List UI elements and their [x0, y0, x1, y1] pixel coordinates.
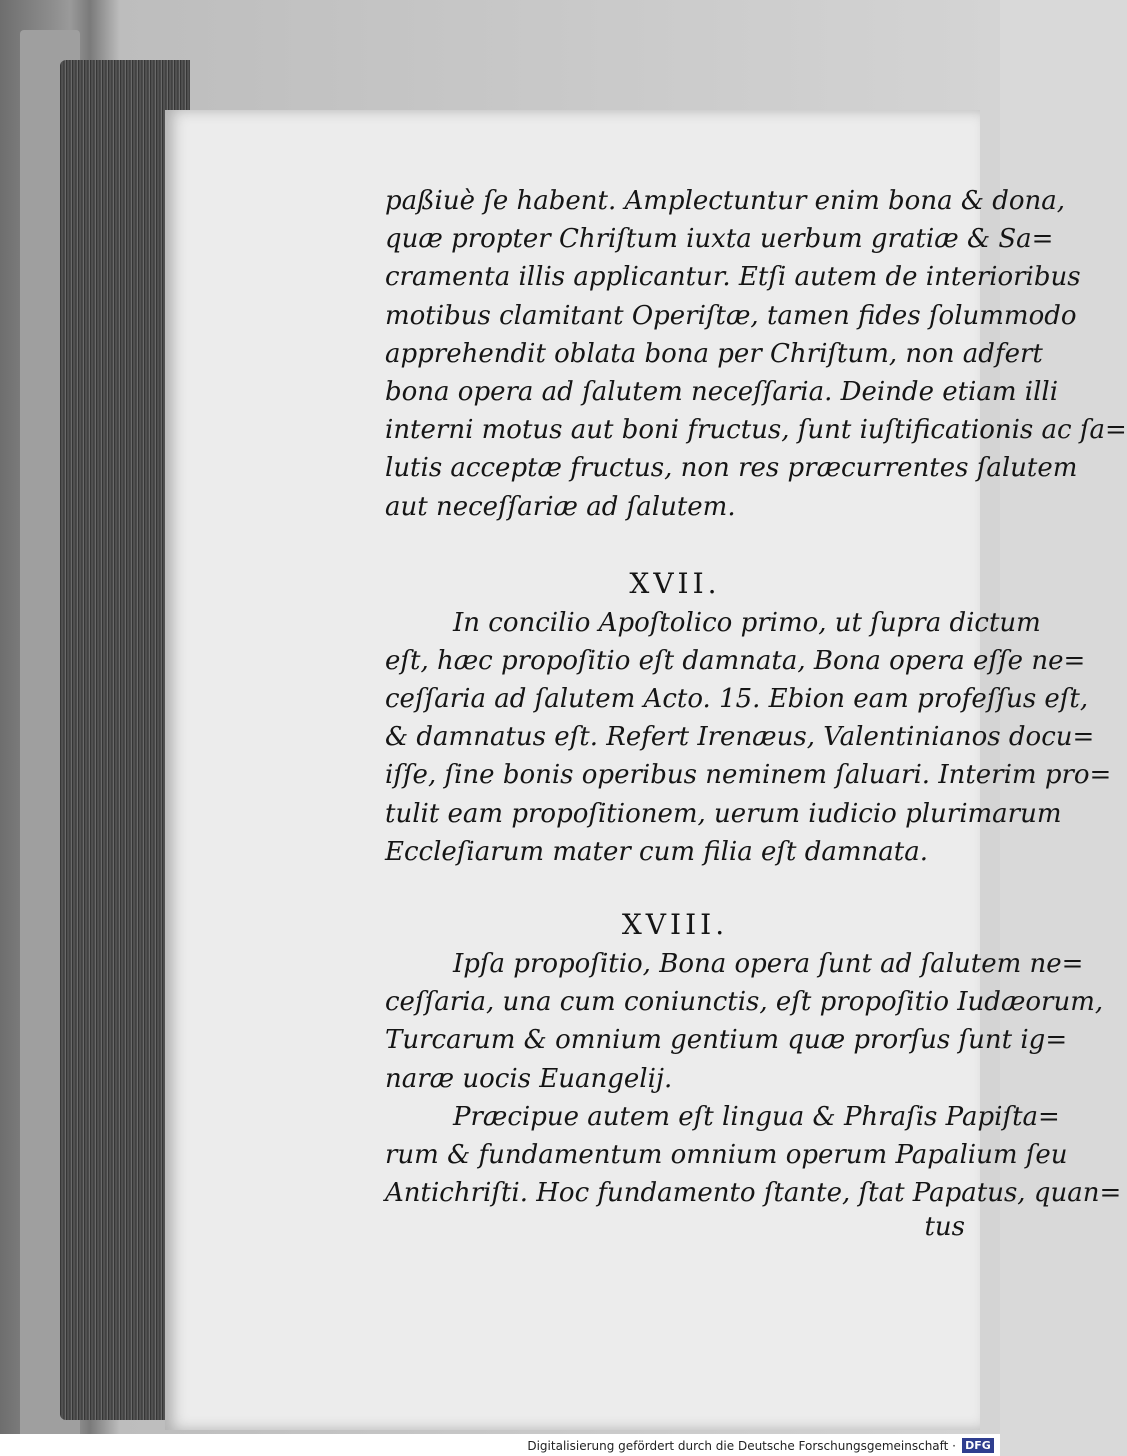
text-line: motibus clamitant Operiſtæ, tamen fides ſolummodo: [385, 300, 1077, 331]
text-line: bona opera ad ſalutem neceſſaria. Deinde etiam illi: [385, 376, 1059, 407]
text-line: Eccleſiarum mater cum filia eſt damnata.: [385, 836, 928, 867]
paragraph-1: [385, 182, 1127, 526]
paragraph-4: [385, 1098, 1122, 1243]
text-line: interni motus aut boni fructus, ſunt iuſtificationis ac ſa=: [385, 415, 1127, 446]
text-line: naræ uocis Euangelij.: [385, 1063, 673, 1094]
section-heading-17: XVII.: [629, 566, 721, 600]
text-line: paßiuè ſe habent. Amplectuntur enim bona & dona,: [385, 186, 1066, 216]
text-line: Antichriſti. Hoc fundamento ſtante, ſtat Papatus, quan=: [385, 1178, 1122, 1209]
text-line: Ipſa propoſitio, Bona opera ſunt ad ſalutem ne=: [453, 949, 1084, 979]
paragraph-3: [385, 945, 1104, 1098]
text-line: tulit eam propoſitionem, uerum iudicio plurimarum: [385, 798, 1062, 829]
dfg-logo: DFG: [962, 1438, 994, 1453]
section-heading-18: XVIII.: [621, 908, 729, 941]
text-line: ceſſaria ad ſalutem Acto. 15. Ebion eam profeſſus eſt,: [385, 684, 1089, 715]
digitization-credit: Digitalisierung gefördert durch die Deutsche Forschungsgemeinschaft ·: [527, 1439, 956, 1453]
text-line: eſt, hæc propoſitio eſt damnata, Bona opera eſſe ne=: [385, 645, 1086, 676]
text-line: apprehendit oblata bona per Chriſtum, non adfert: [385, 338, 1043, 369]
text-line: ceſſaria, una cum coniunctis, eſt propoſitio Iudæorum,: [385, 987, 1104, 1018]
text-line: quæ propter Chriſtum iuxta uerbum gratiæ & Sa=: [385, 224, 1054, 255]
text-line: iſſe, ſine bonis operibus neminem ſaluari. Interim pro=: [385, 760, 1112, 791]
text-line: lutis acceptæ fructus, non res præcurrentes ſalutem: [385, 453, 1078, 484]
text-line: In concilio Apoſtolico primo, ut ſupra dictum: [453, 607, 1041, 638]
paragraph-2: [385, 604, 1112, 871]
text-line: Turcarum & omnium gentium quæ prorſus ſunt ig=: [385, 1025, 1068, 1056]
text-line: & damnatus eſt. Refert Irenæus, Valentinianos docu=: [385, 722, 1095, 753]
page-text: [385, 182, 1127, 1243]
text-line: rum & fundamentum omnium operum Papalium ſeu: [385, 1139, 1068, 1170]
text-line: cramenta illis applicantur. Etſi autem de interioribus: [385, 262, 1081, 293]
text-line: aut neceſſariæ ad ſalutem.: [385, 491, 736, 522]
text-line: tus: [924, 1212, 965, 1243]
text-line: Præcipue autem eſt lingua & Phraſis Papiſta=: [453, 1101, 1060, 1132]
